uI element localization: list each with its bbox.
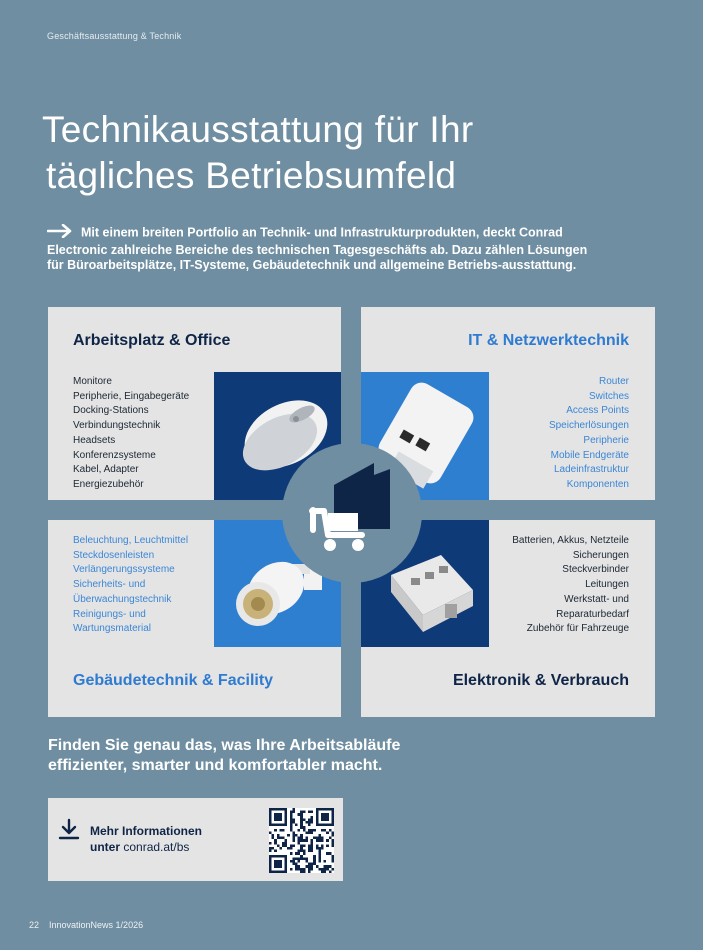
list-item: Speicherlösungen — [548, 420, 629, 432]
cart-building-icon — [282, 443, 422, 583]
list-item: Sicherheits- und — [73, 579, 146, 591]
list-item: Zubehör für Fahrzeuge — [526, 623, 629, 635]
list-item: Access Points — [566, 405, 629, 417]
intro-text: Mit einem breiten Portfolio an Technik- und Infrastrukturprodukten, deckt Conrad Electronic zahlreiche Bereiche des technischen Tagesgeschäfts ab. Dazu zählen Lösungen für Büroarbeitsplätze, IT-Systeme, Gebäudetechnik und allgemeine Betriebs-ausstattung. — [47, 225, 588, 272]
title-line-2: tägliches Betriebsumfeld — [46, 155, 457, 196]
list-item: Wartungsmaterial — [73, 623, 151, 635]
list-item: Peripherie, Eingabegeräte — [73, 390, 190, 402]
page-number: 22 — [29, 920, 40, 930]
tagline-line-2: effizienter, smarter und komfortabler macht. — [48, 757, 383, 774]
list-item: Verbindungstechnik — [73, 420, 161, 432]
list-item: Energiezubehör — [73, 478, 144, 490]
list-item: Reinigungs- und — [73, 608, 146, 620]
info-box — [48, 798, 343, 881]
list-item: Verlängerungssysteme — [73, 564, 175, 576]
list-item: Komponenten — [566, 478, 629, 490]
info-link[interactable]: conrad.at/bs — [123, 840, 190, 854]
list-item: Beleuchtung, Leuchtmittel — [73, 535, 189, 546]
qr-code[interactable] — [269, 808, 334, 873]
list-item: Ladeinfrastruktur — [553, 464, 629, 476]
info-line-1: Mehr Informationen — [90, 824, 203, 838]
title-line-1: Technikausstattung für Ihr — [42, 109, 474, 150]
list-item: Leitungen — [585, 579, 629, 591]
panel-building-list — [73, 534, 188, 637]
info-text — [90, 823, 202, 855]
list-item: Kabel, Adapter — [73, 464, 139, 476]
list-item: Steckdosenleisten — [73, 549, 155, 561]
page-footer — [29, 920, 143, 930]
panel-office-list — [73, 375, 189, 493]
list-item: Reparaturbedarf — [556, 608, 629, 620]
info-unter: unter — [90, 840, 120, 854]
list-item: Konferenzsysteme — [73, 449, 156, 461]
list-item: Batterien, Akkus, Netzteile — [512, 535, 629, 546]
panel-electronics-title: Elektronik & Verbrauch — [452, 672, 629, 689]
download-icon — [58, 818, 80, 847]
list-item: Werkstatt- und — [564, 593, 629, 605]
list-item: Peripherie — [583, 434, 629, 446]
list-item: Router — [598, 376, 629, 387]
panel-electronics-list — [512, 534, 629, 637]
tagline-line-1: Finden Sie genau das, was Ihre Arbeitsabläufe — [48, 737, 401, 754]
list-item: Headsets — [73, 434, 116, 446]
panel-it-title: IT & Netzwerktechnik — [468, 332, 629, 349]
arrow-right-icon — [47, 224, 75, 243]
tagline — [48, 736, 468, 776]
intro-paragraph — [47, 224, 607, 274]
section-header: Geschäftsausstattung & Technik — [47, 31, 182, 41]
list-item: Überwachungstechnik — [73, 593, 172, 605]
publication-name: InnovationNews 1/2026 — [49, 920, 144, 930]
list-item: Monitore — [73, 376, 112, 387]
list-item: Mobile Endgeräte — [550, 449, 629, 461]
list-item: Steckverbinder — [562, 564, 629, 576]
panel-it-list — [549, 375, 629, 493]
panel-building-title: Gebäudetechnik & Facility — [73, 672, 274, 689]
list-item: Sicherungen — [572, 549, 629, 561]
panel-office-title: Arbeitsplatz & Office — [73, 332, 231, 349]
list-item: Switches — [588, 390, 629, 402]
page-title — [42, 107, 642, 199]
list-item: Docking-Stations — [73, 405, 149, 417]
